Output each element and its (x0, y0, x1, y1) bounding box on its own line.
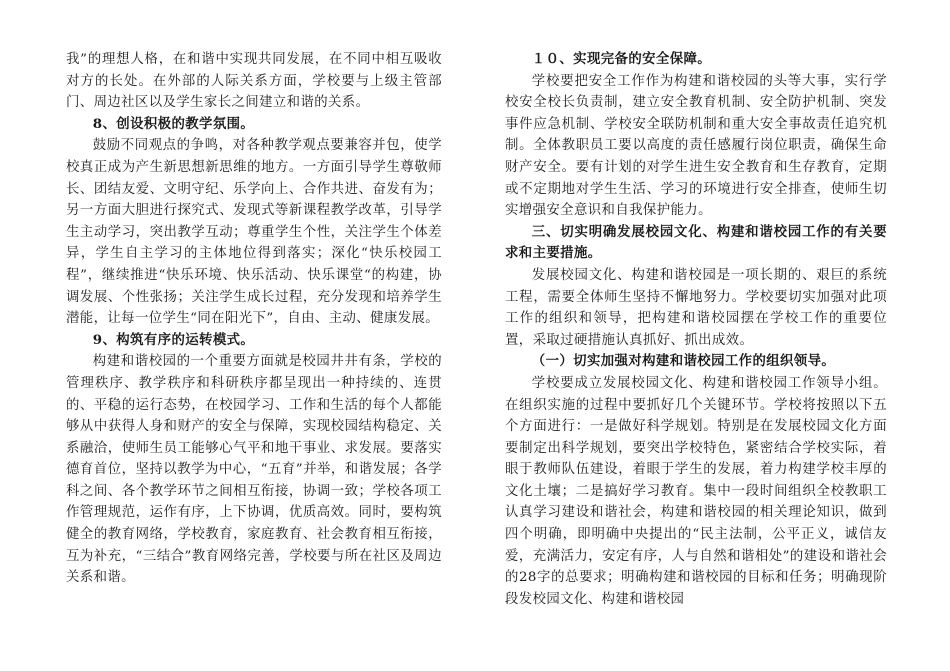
section-heading-8: 8、创设积极的教学氛围。 (92, 115, 255, 132)
part-heading-3: 三、切实明确发展校园文化、构建和谐校园工作的有关要求和主要措施。 (505, 223, 887, 262)
section-body-10: 学校要把安全工作作为构建和谐校园的头等大事，实行学校安全校长负责制，建立安全教育机制、安全防护机制、突发事件应急机制、学校安全联防机制和重大安全事故责任追究机制。全体教职员工要以高度的责任感履行岗位职责，确保生命财产安全。要有计划的对学生进生安全教育和生存教育，定期或不定期地对学生生活、学习的环境进行安全排查，使师生切实增强安全意识和自我保护能力。 (505, 73, 887, 219)
subsection-heading-1: （一）切实加强对构建和谐校园工作的组织领导。 (531, 353, 836, 370)
section-body-8: 鼓励不同观点的争鸣，对各种教学观点要兼容并包，使学校真正成为产生新思想新思维的地方。一方面引导学生尊敬师长、团结友爱、文明守纪、乐学向上、合作共进、奋发有为；另一方面大胆进行探究式、发现式等新课程教学改革，引导学生主动学习，突出教学互动；尊重学生个性，关注学生个体差异，学生自主学习的主体地位得到落实；深化“快乐校园工程”，继续推进“快乐环境、快乐活动、快乐课堂“的构建，协调发展、个性张扬；关注学生成长过程，充分发现和培养学生潜能，让每一位学生“同在阳光下”，自由、主动、健康发展。 (66, 138, 442, 327)
left-column (66, 49, 442, 589)
section-heading-9: 9、构筑有序的运转模式。 (92, 331, 255, 348)
subsection-body-1: 学校要成立发展校园文化、构建和谐校园工作领导小组。在组织实施的过程中要抓好几个关键环节。学校将按照以下五个方面进行：一是做好科学规划。特别是在发展校园文化方面要制定出科学规划，要突出学校特色，紧密结合学校实际，着眼于教师队伍建设，着眼于学生的发展，着力构建学校丰厚的文化土壤；二是搞好学习教育。集中一段时间组织全校教职工认真学习建设和谐社会，构建和谐校园的相关理论知识，做到四个明确，即明确中央提出的“民主法制，公平正义，诚信友爱，充满活力，安定有序，人与自然和谐相处”的建设和谐社会的28字的总要求；明确构建和谐校园的目标和任务；明确现阶段发校园文化、构建和谐校园 (505, 375, 887, 607)
right-column (505, 49, 887, 610)
section-heading-10: １０、实现完备的安全保障。 (531, 51, 712, 67)
section-body-9: 构建和谐校园的一个重要方面就是校园井井有条，学校的管理秩序、教学秩序和科研秩序都呈现出一种持续的、连贯的、平稳的运行态势，在校园学习、工作和生活的每个人都能够从中获得人身和财产的安全与保障，实现校园结构稳定、关系融洽，使师生员工能够心气平和地干事业、求发展。要落实德育首位，坚持以教学为中心，“五育”并举，和谐发展；各学科之间、各个教学环节之间相互衔接，协调一致；学校各项工作管理规范，运作有序，上下协调，优质高效。同时，要构筑健全的教育网络，学校教育，家庭教育、社会教育相互衔接，互为补充，“三结合”教育网络完善，学校要与所在社区及周边关系和谐。 (66, 354, 442, 586)
continuation-paragraph: 我”的理想人格，在和谐中实现共同发展，在不同中相互吸收对方的长处。在外部的人际关系方面，学校要与上级主管部门、周边社区以及学生家长之间建立和谐的关系。 (66, 52, 442, 111)
part-body-3: 发展校园文化、构建和谐校园是一项长期的、艰巨的系统工程，需要全体师生坚持不懈地努力。学校要切实加强对此项工作的组织和领导，把构建和谐校园摆在学校工作的重要位置，采取过硬措施认真抓好、抓出成效。 (505, 267, 887, 348)
